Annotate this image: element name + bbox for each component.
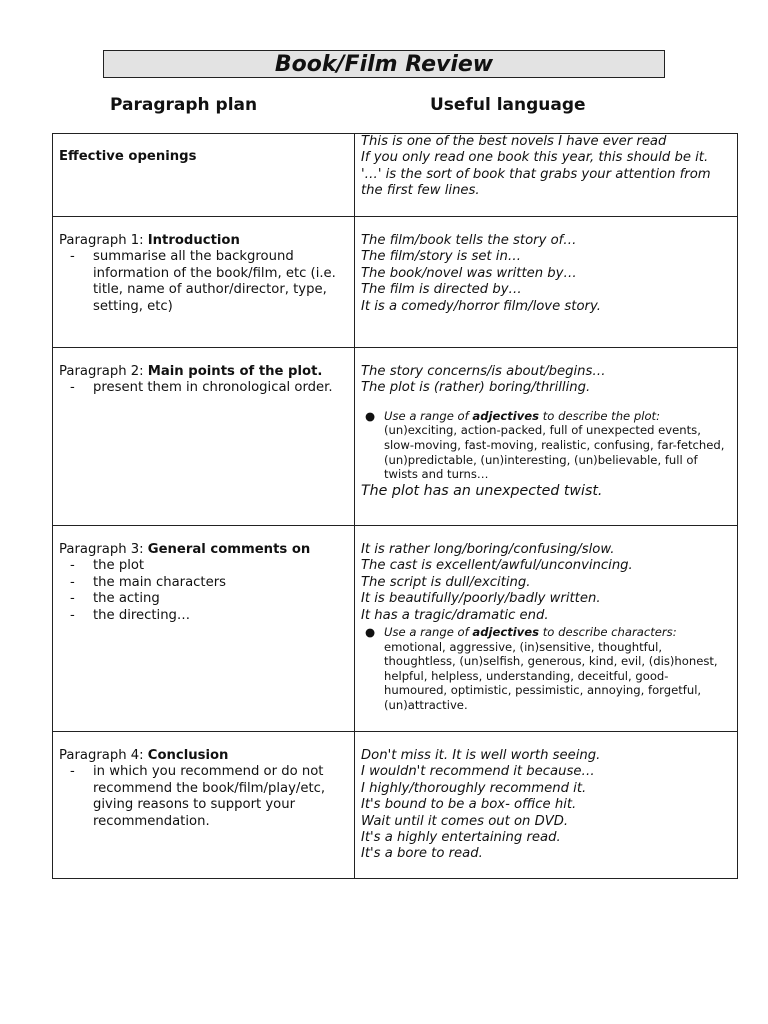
table-row [53, 348, 738, 526]
language-line: The plot is (rather) boring/thrilling. [361, 380, 591, 396]
table-row [53, 217, 738, 348]
row-heading: Introduction [147, 233, 240, 248]
language-line: The film/book tells the story of… [361, 233, 577, 248]
language-line: The book/novel was written by… [361, 265, 577, 281]
language-line: It's a bore to read. [361, 846, 483, 862]
language-line: The script is dull/exciting. [361, 574, 531, 590]
language-line: I highly/thoroughly recommend it. [361, 780, 587, 796]
language-line: The film is directed by… [361, 282, 522, 298]
language-line: The story concerns/is about/begins… [361, 364, 606, 379]
adjectives-bullet [361, 409, 731, 482]
heading-useful-language: Useful language [430, 95, 586, 115]
bullet-keyword: adjectives [472, 408, 540, 423]
bullet-keyword: adjectives [472, 625, 540, 640]
adjective-options: (un)exciting, action-packed, full of unexpected events, slow-moving, fast-moving, realistic, confusing, far-fetched, (un)predictable, (un)interesting, (un)believable, full of twists and turns… [384, 423, 725, 482]
row-prefix: Paragraph 1: [59, 233, 148, 248]
document-title: Book/Film Review [103, 50, 665, 78]
list-item: - the acting [59, 591, 348, 607]
language-line: The film/story is set in… [361, 249, 522, 265]
language-line: It is a comedy/horror film/love story. [361, 298, 601, 314]
list-item: - the plot [59, 558, 348, 574]
language-cell [355, 348, 738, 526]
plan-list [59, 249, 348, 315]
list-item: - summarise all the background information of the book/film, etc (i.e. title, name of author/director, type, setting, etc) [59, 249, 348, 315]
bullet-icon: ● [365, 408, 376, 423]
row-heading: General comments on [147, 542, 311, 557]
language-line: This is one of the best novels I have ever read [361, 134, 667, 149]
bullet-text: Use a range of [384, 408, 473, 423]
language-line: It has a tragic/dramatic end. [361, 607, 549, 623]
bullet-icon: ● [365, 625, 376, 640]
language-line: I wouldn't recommend it because… [361, 764, 595, 780]
plan-list [59, 764, 348, 830]
plan-cell [53, 526, 355, 732]
list-item: - the directing… [59, 608, 348, 624]
table-row [53, 732, 738, 879]
row-heading: Conclusion [147, 748, 229, 763]
row-prefix: Paragraph 2: [59, 364, 148, 379]
language-line: It's a highly entertaining read. [361, 830, 561, 846]
row-prefix: Paragraph 3: [59, 542, 148, 557]
table-row [53, 526, 738, 732]
plan-list [59, 558, 348, 624]
language-line: The cast is excellent/awful/unconvincing. [361, 558, 633, 574]
plan-cell [53, 217, 355, 348]
plan-list [59, 380, 348, 396]
row-prefix: Paragraph 4: [59, 748, 148, 763]
language-line: The plot has an unexpected twist. [361, 482, 603, 499]
row-heading: Main points of the plot. [147, 364, 323, 379]
bullet-text: to describe the plot: [539, 408, 660, 423]
language-line: Wait until it comes out on DVD. [361, 813, 569, 829]
language-cell [355, 134, 738, 217]
language-line: Don't miss it. It is well worth seeing. [361, 748, 601, 763]
language-cell [355, 526, 738, 732]
list-item: - present them in chronological order. [59, 380, 348, 396]
language-line: If you only read one book this year, this should be it. [361, 150, 709, 166]
language-line: '…' is the sort of book that grabs your attention from the first few lines. [361, 166, 711, 199]
adjectives-bullet [361, 625, 731, 713]
plan-cell [53, 134, 355, 217]
list-item: - the main characters [59, 575, 348, 591]
language-cell [355, 217, 738, 348]
bullet-text: to describe characters: [539, 625, 677, 640]
plan-cell [53, 348, 355, 526]
language-line: It's bound to be a box- office hit. [361, 797, 577, 813]
row-heading: Effective openings [59, 149, 197, 164]
list-item: - in which you recommend or do not recommend the book/film/play/etc, giving reasons to support your recommendation. [59, 764, 348, 830]
language-cell [355, 732, 738, 879]
plan-cell [53, 732, 355, 879]
bullet-text: Use a range of [384, 625, 473, 640]
heading-paragraph-plan: Paragraph plan [110, 95, 258, 115]
adjective-options: emotional, aggressive, (in)sensitive, thoughtful, thoughtless, (un)selfish, generous, kind, evil, (dis)honest, helpful, helpless, understanding, deceitful, good-humoured, optimistic, pessimistic, annoying, forgetful, (un)attractive. [384, 639, 718, 712]
review-plan-table [52, 133, 738, 879]
table-row [53, 134, 738, 217]
language-line: It is rather long/boring/confusing/slow. [361, 542, 615, 557]
language-line: It is beautifully/poorly/badly written. [361, 591, 601, 607]
